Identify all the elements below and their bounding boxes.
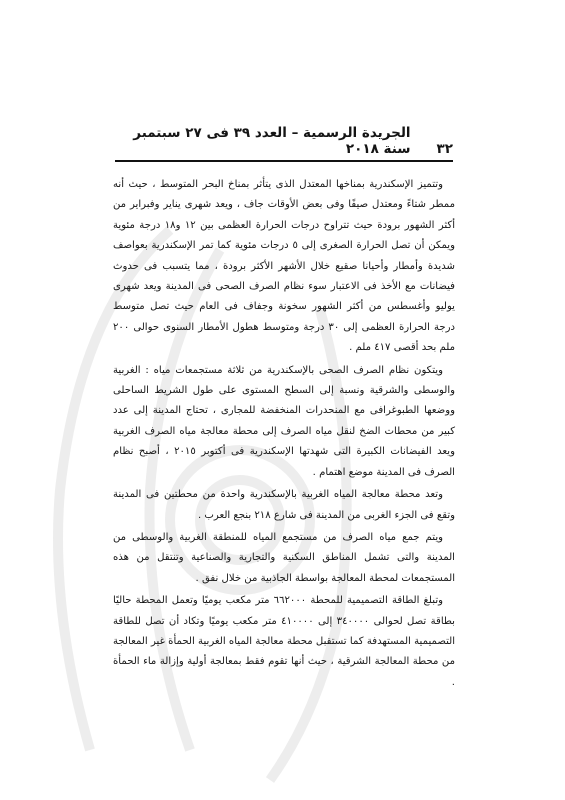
gazette-header-title: الجريدة الرسمية – العدد ٣٩ فى ٢٧ سبتمبر سنة ٢٠١٨ xyxy=(133,125,411,157)
paragraph: وتبلغ الطاقة التصميمية للمحطة ٦٦٢٠٠٠ متر مكعب يوميًا وتعمل المحطة حاليًا بطاقة تصل لحوالى ٣٤٠٠٠٠ إلى ٤١٠٠٠٠ متر مكعب يوميًا وتكاد أن تصل للطاقة التصميمية المستهدفة كما تستقبل محطة معالجة المياه الغربية الحمأة غير المعالجة من محطة المعالجة الشرقية ، حيث أنها تقوم فقط بمعالجة أولية وإزالة ماء الحمأة . xyxy=(113,595,455,688)
body-text xyxy=(113,175,455,695)
page-header xyxy=(115,125,453,157)
paragraph: وتعد محطة معالجة المياه الغربية بالإسكندرية واحدة من محطتين فى المدينة وتقع فى الجزء الغربى من المدينة فى شارع ٢١٨ بنجع العرب . xyxy=(113,489,455,521)
paragraph: ويتكون نظام الصرف الصحى بالإسكندرية من ثلاثة مستجمعات مياه : الغربية والوسطى والشرقية ونسبة إلى السطح المستوى على طول الشريط الساحلى ووضعها الطبوغرافى مع المنحدرات المنخفضة للمجارى ، تحتاج المدينة إلى عدد كبير من محطات الضخ لنقل مياه الصرف إلى محطة معالجة مياه الصرف الغربية ويعد الفيضانات الكبيرة التى شهدتها الإسكندرية فى أكتوبر ٢٠١٥ ، أصبح نظام الصرف فى المدينة موضع اهتمام . xyxy=(113,364,455,478)
paragraph: ويتم جمع مياه الصرف من مستجمع المياه للمنطقة الغربية والوسطى من المدينة والتى تشمل المناطق السكنية والتجارية والصناعية وتنتقل من هذه المستجمعات لمحطة المعالجة بواسطة الجاذبية من خلال نفق . xyxy=(113,531,455,584)
page-number: ٣٢ xyxy=(436,141,453,157)
header-divider xyxy=(115,160,453,162)
paragraph: وتتميز الإسكندرية بمناخها المعتدل الذى يتأثر بمناخ البحر المتوسط ، حيث أنه ممطر شتاءً ومعتدل صيفًا وفى بعض الأوقات جاف ، ويعد شهرى يناير وفبراير من أكثر الشهور برودة حيث تتراوح درجات الحرارة العظمى بين ١٢ و١٨ درجة مئوية ويمكن أن تصل الحرارة الصغرى إلى ٥ درجات مئوية كما تمر الإسكندرية بعواصف شديدة وأمطار وأحيانا صقيع خلال الأشهر الأكثر برودة ، مما يتسبب فى حدوث فيضانات مع الأخذ فى الاعتبار سوء نظام الصرف الصحى فى المدينة ويعد شهرى يوليو وأغسطس من أكثر الشهور سخونة وجفاف فى العام حيث تصل متوسط درجة الحرارة العظمى إلى ٣٠ درجة ومتوسط هطول الأمطار السنوى حوالى ٢٠٠ ملم بحد أقصى ٤١٧ ملم . xyxy=(113,179,455,354)
